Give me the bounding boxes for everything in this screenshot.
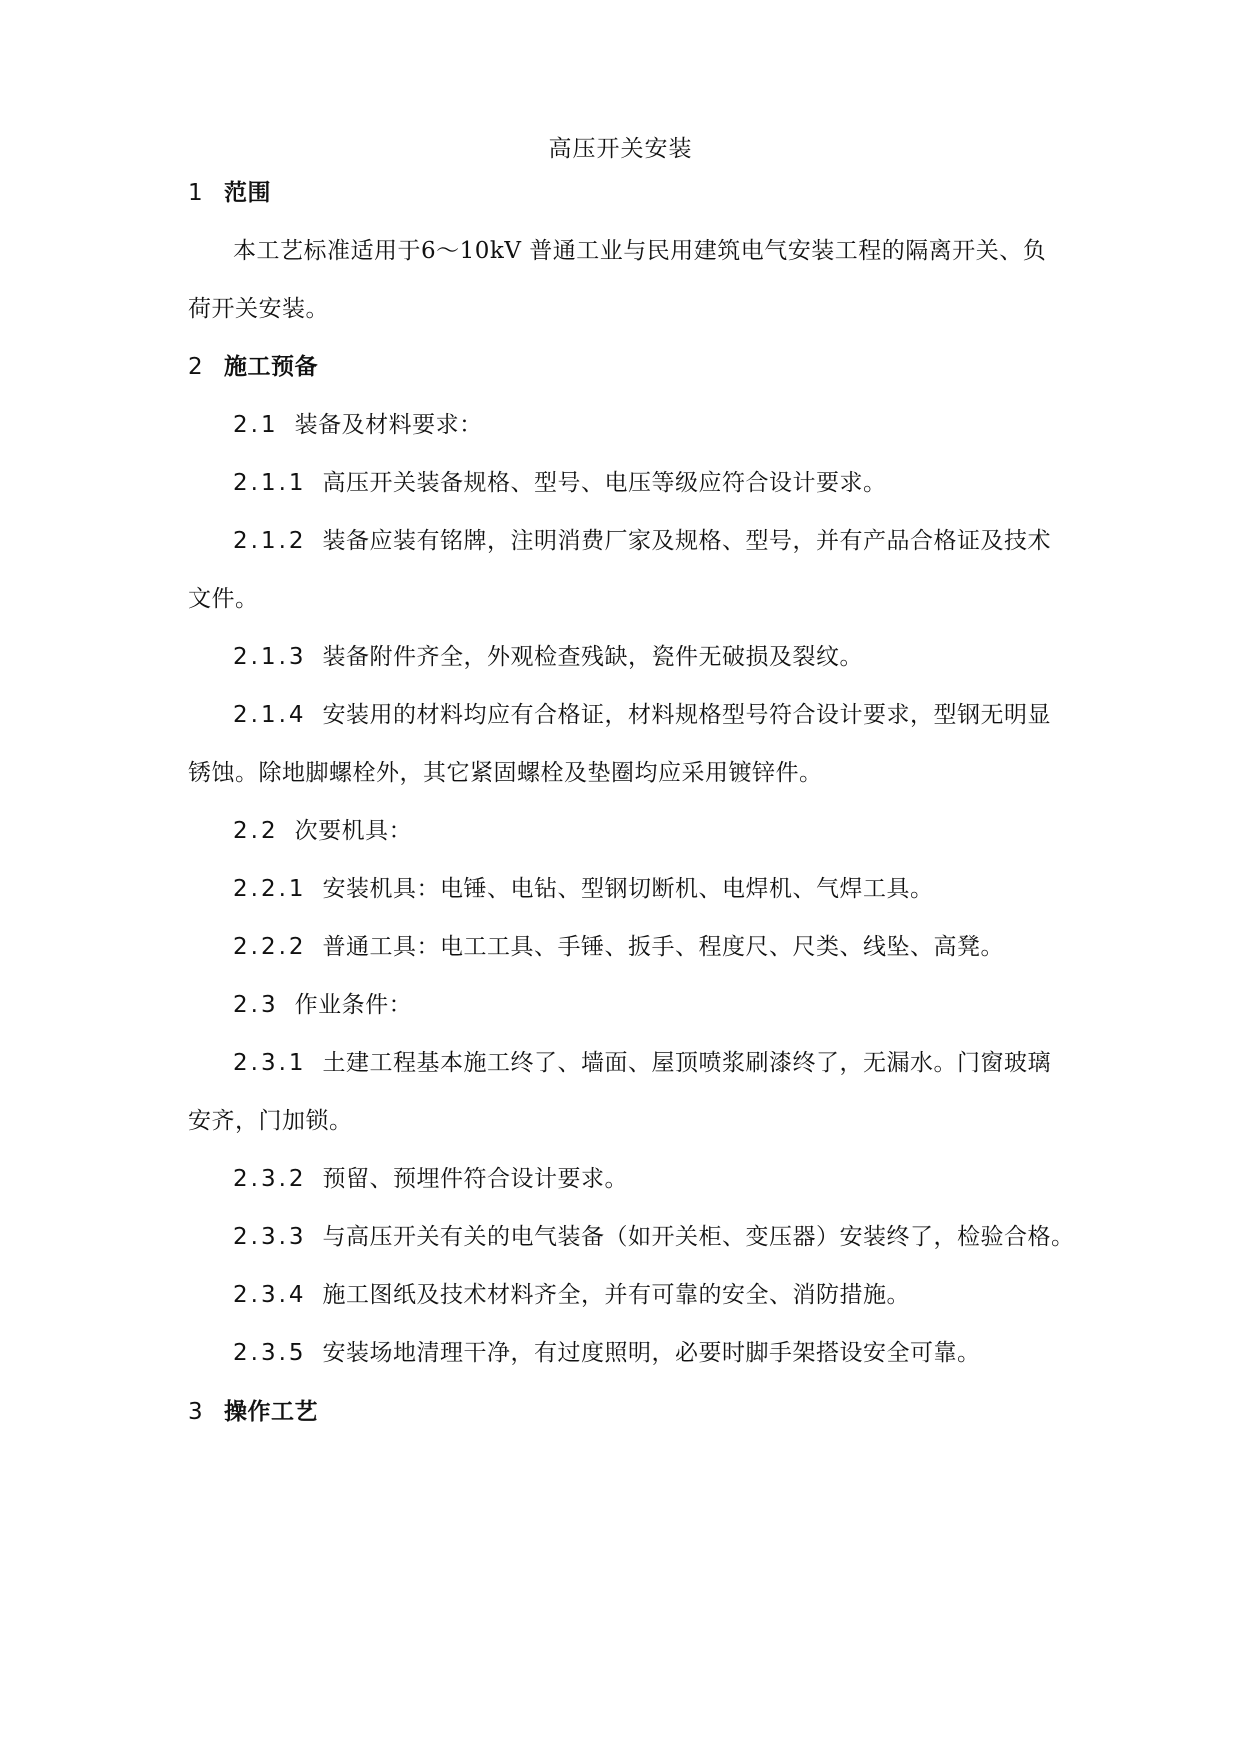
item-2-1: [233, 410, 483, 440]
item-text: 与高压开关有关的电气装备（如开关柜、变压器）安装终了，检验合格。: [322, 1224, 1075, 1250]
section-title: 范围: [224, 180, 271, 206]
item-2-3: [233, 990, 412, 1020]
item-text: 装备附件齐全，外观检查残缺，瓷件无破损及裂纹。: [322, 644, 864, 670]
item-number: 2.1.3: [233, 644, 307, 670]
section-title: 施工预备: [224, 354, 318, 380]
item-2-1-4-continuation: 锈蚀。除地脚螺栓外，其它紧固螺栓及垫圈均应采用镀锌件。: [188, 760, 823, 786]
item-number: 2.2: [233, 818, 279, 844]
item-text: 高压开关装备规格、型号、电压等级应符合设计要求。: [322, 470, 887, 496]
section-heading-2: [188, 352, 318, 382]
item-text: 装备应装有铭牌，注明消费厂家及规格、型号，并有产品合格证及技术: [322, 528, 1052, 554]
item-2-3-4: [233, 1280, 910, 1310]
scope-paragraph-line-2: 荷开关安装。: [188, 296, 329, 322]
item-number: 2.3.1: [233, 1050, 307, 1076]
item-2-1-2: [233, 526, 1051, 556]
item-2-1-1: [233, 468, 887, 498]
section-number: 3: [188, 1399, 204, 1425]
item-2-3-3: [233, 1222, 1075, 1252]
section-heading-1: [188, 178, 271, 208]
section-number: 1: [188, 180, 204, 206]
item-text: 土建工程基本施工终了、墙面、屋顶喷浆刷漆终了，无漏水。门窗玻璃: [322, 1050, 1052, 1076]
item-2-3-2: [233, 1164, 628, 1194]
item-number: 2.3.4: [233, 1282, 307, 1308]
item-number: 2.3.5: [233, 1340, 307, 1366]
item-number: 2.3: [233, 992, 279, 1018]
item-text: 安装机具：电锤、电钻、型钢切断机、电焊机、气焊工具。: [322, 876, 934, 902]
item-text: 作业条件：: [294, 992, 413, 1018]
item-2-1-2-continuation: 文件。: [188, 586, 259, 612]
item-number: 2.1: [233, 412, 279, 438]
item-number: 2.1.4: [233, 702, 307, 728]
item-2-2-2: [233, 932, 1004, 962]
item-2-1-4: [233, 700, 1051, 730]
item-number: 2.2.2: [233, 934, 307, 960]
item-2-1-3: [233, 642, 863, 672]
item-number: 2.3.2: [233, 1166, 307, 1192]
item-text: 安装场地清理干净，有过度照明，必要时脚手架搭设安全可靠。: [322, 1340, 981, 1366]
item-text: 装备及材料要求：: [294, 412, 483, 438]
item-2-2: [233, 816, 412, 846]
section-title: 操作工艺: [224, 1399, 318, 1425]
section-heading-3: [188, 1397, 318, 1427]
item-text: 预留、预埋件符合设计要求。: [322, 1166, 629, 1192]
page-title: 高压开关安装: [548, 136, 693, 162]
item-text: 普通工具：电工工具、手锤、扳手、程度尺、尺类、线坠、高凳。: [322, 934, 1005, 960]
item-2-3-5: [233, 1338, 981, 1368]
item-text: 次要机具：: [294, 818, 413, 844]
scope-paragraph-line-1: 本工艺标准适用于6～10kV 普通工业与民用建筑电气安装工程的隔离开关、负: [233, 238, 1047, 264]
item-number: 2.2.1: [233, 876, 307, 902]
item-number: 2.1.1: [233, 470, 307, 496]
item-2-3-1-continuation: 安齐，门加锁。: [188, 1108, 353, 1134]
item-number: 2.3.3: [233, 1224, 307, 1250]
item-2-2-1: [233, 874, 934, 904]
item-text: 安装用的材料均应有合格证，材料规格型号符合设计要求，型钢无明显: [322, 702, 1052, 728]
item-number: 2.1.2: [233, 528, 307, 554]
item-text: 施工图纸及技术材料齐全，并有可靠的安全、消防措施。: [322, 1282, 911, 1308]
section-number: 2: [188, 354, 204, 380]
item-2-3-1: [233, 1048, 1051, 1078]
